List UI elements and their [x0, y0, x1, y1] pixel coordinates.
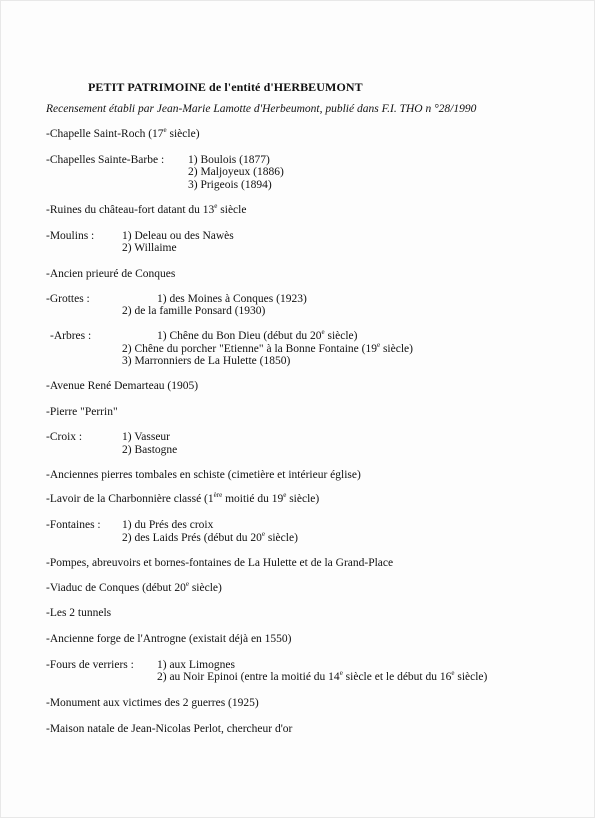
page-subtitle: Recensement établi par Jean-Marie Lamotte d'Herbeumont, publié dans F.I. THO n °28/1990 — [46, 103, 477, 115]
list-item: -Ruines du château-fort datant du 13e siècle — [46, 202, 247, 216]
list-item: -Croix : — [46, 431, 83, 443]
page-title: PETIT PATRIMOINE de l'entité d'HERBEUMONT — [88, 80, 363, 94]
list-item: -Arbres : — [50, 330, 92, 342]
list-item: 2) des Laids Prés (début du 20e siècle) — [122, 530, 298, 544]
list-item: 2) au Noir Epinoi (entre la moitié du 14e siècle et le début du 16e siècle) — [157, 669, 488, 683]
list-item: 1) Deleau ou des Nawès — [122, 230, 234, 242]
list-item: -Maison natale de Jean-Nicolas Perlot, chercheur d'or — [46, 723, 293, 735]
list-item: 3) Prigeois (1894) — [188, 179, 272, 191]
list-item: 1) aux Limognes — [157, 659, 235, 671]
list-item: -Anciennes pierres tombales en schiste (cimetière et intérieur église) — [46, 469, 361, 481]
list-item: 1) des Moines à Conques (1923) — [157, 293, 307, 305]
list-item: -Pompes, abreuvoirs et bornes-fontaines de La Hulette et de la Grand-Place — [46, 557, 394, 569]
list-item: 1) Boulois (1877) — [188, 154, 270, 166]
list-item: -Avenue René Demarteau (1905) — [46, 380, 199, 392]
list-item: -Grottes : — [46, 293, 90, 305]
list-item: 3) Marronniers de La Hulette (1850) — [122, 355, 291, 367]
list-item: -Lavoir de la Charbonnière classé (1ère moitié du 19e siècle) — [46, 491, 320, 505]
list-item: 2) Maljoyeux (1886) — [188, 166, 284, 178]
list-item: 2) de la famille Ponsard (1930) — [122, 305, 266, 317]
list-item: -Viaduc de Conques (début 20e siècle) — [46, 580, 222, 594]
list-item: 2) Willaime — [122, 242, 177, 254]
list-item: -Monument aux victimes des 2 guerres (1925) — [46, 697, 259, 709]
list-item: -Chapelles Sainte-Barbe : — [46, 154, 165, 166]
list-item: -Fontaines : — [46, 519, 101, 531]
list-item: 1) Chêne du Bon Dieu (début du 20e siècle) — [157, 328, 358, 342]
list-item: -Ancien prieuré de Conques — [46, 268, 176, 280]
list-item: -Chapelle Saint-Roch (17e siècle) — [46, 126, 200, 140]
list-item: -Pierre "Perrin" — [46, 406, 118, 418]
list-item: 2) Chêne du porcher "Etienne" à la Bonne Fontaine (19e siècle) — [122, 341, 413, 355]
list-item: 2) Bastogne — [122, 444, 178, 456]
list-item: -Ancienne forge de l'Antrogne (existait déjà en 1550) — [46, 633, 292, 645]
list-item: -Les 2 tunnels — [46, 607, 112, 619]
list-item: 1) Vasseur — [122, 431, 171, 443]
list-item: -Moulins : — [46, 230, 95, 242]
list-item: 1) du Prés des croix — [122, 519, 214, 531]
list-item: -Fours de verriers : — [46, 659, 134, 671]
